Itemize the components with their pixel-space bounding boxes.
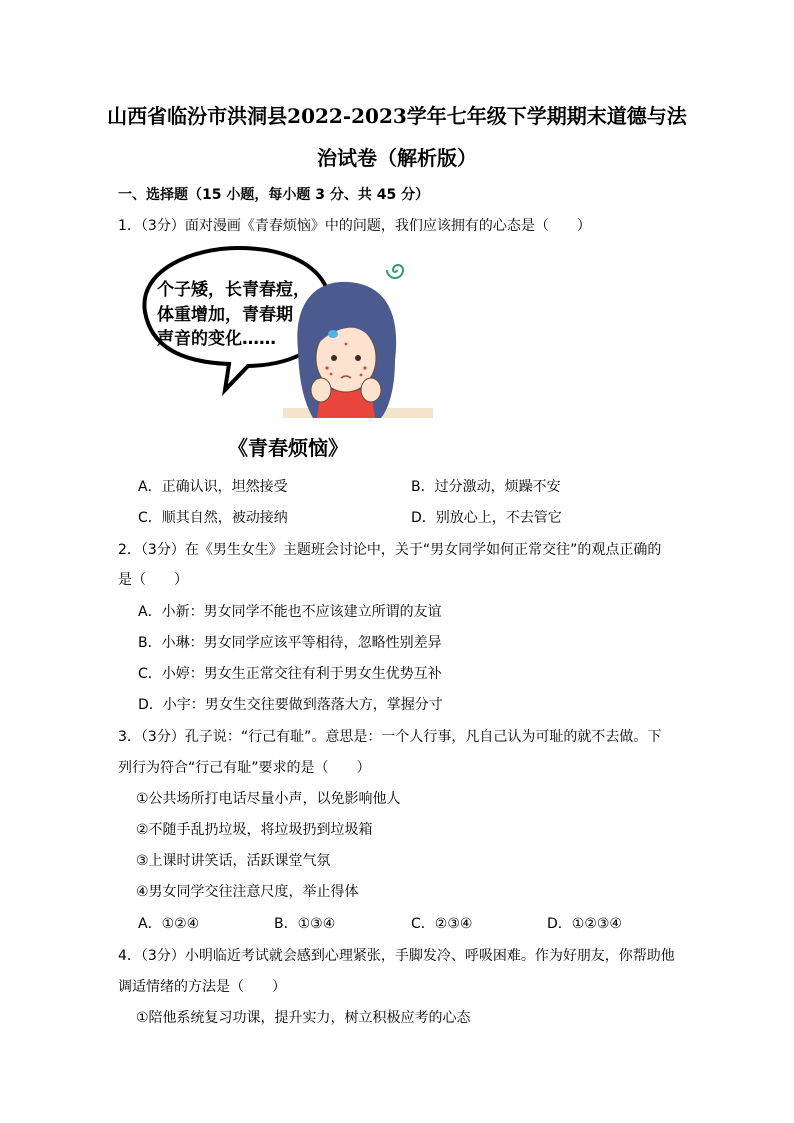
question-4-stem-line-1: 4．（3分）小明临近考试就会感到心理紧张，手脚发冷、呼吸困难。作为好朋友，你帮助他 [118,948,675,964]
cartoon-caption: 《青春烦恼》 [228,436,348,460]
q3-option-c: C．②③④ [411,916,473,932]
q2-option-a: A．小新：男女同学不能也不应该建立所谓的友谊 [138,604,442,620]
q4-item-1: ①陪他系统复习功课，提升实力，树立积极应考的心态 [136,1010,471,1026]
cartoon-drawing [133,240,433,470]
q1-option-b: B．过分激动，烦躁不安 [411,479,561,495]
q3-item-1: ①公共场所打电话尽量小声，以免影响他人 [136,791,401,807]
q1-option-a: A．正确认识，坦然接受 [138,479,288,495]
q3-option-a: A．①②④ [138,916,200,932]
bubble-text-line-3: 声音的变化…… [157,329,276,349]
q3-item-4: ④男女同学交往注意尺度，举止得体 [136,884,359,900]
question-1-stem: 1．（3分）面对漫画《青春烦恼》中的问题，我们应该拥有的心态是（ ） [118,218,591,234]
q3-option-b: B．①③④ [274,916,336,932]
question-2-stem-line-2: 是（ ） [118,572,188,588]
document-title-line-1: 山西省临汾市洪洞县2022-2023学年七年级下学期期末道德与法 [107,104,687,128]
q3-item-3: ③上课时讲笑话，活跃课堂气氛 [136,853,331,869]
girl-eye-right [355,355,361,361]
cartoon-illustration [133,240,433,470]
q1-option-c: C．顺其自然，被动接纳 [138,510,288,526]
q3-item-2: ②不随手乱扔垃圾，将垃圾扔到垃圾箱 [136,822,373,838]
swirl-icon [387,265,403,278]
document-title-line-2: 治试卷（解析版） [317,146,477,170]
bubble-text-line-1: 个子矮，长青春痘， [157,280,310,300]
q2-option-c: C．小婷：男女生正常交往有利于男女生优势互补 [138,666,442,682]
question-3-stem-line-1: 3．（3分）孔子说：“行己有耻”。意思是：一个人行事，凡自己认为可耻的就不去做。下 [118,729,662,745]
q3-option-d: D．①②③④ [547,916,622,932]
q2-option-b: B．小琳：男女同学应该平等相待，忽略性别差异 [138,635,442,651]
girl-hand-right [361,378,381,402]
section-heading: 一、选择题（15 小题，每小题 3 分、共 45 分） [118,187,430,203]
question-4-stem-line-2: 调适情绪的方法是（ ） [118,979,286,995]
q1-option-d: D．别放心上，不去管它 [411,510,562,526]
girl-hand-left [311,378,331,402]
girl-eye-left [331,355,337,361]
hair-clip [328,330,338,338]
question-3-stem-line-2: 列行为符合“行己有耻”要求的是（ ） [118,760,371,776]
q2-option-d: D．小宇：男女生交往要做到落落大方，掌握分寸 [138,697,443,713]
bubble-text-line-2: 体重增加，青春期 [157,305,293,325]
question-2-stem-line-1: 2．（3分）在《男生女生》主题班会讨论中，关于“男女同学如何正常交往”的观点正确的 [118,542,662,558]
